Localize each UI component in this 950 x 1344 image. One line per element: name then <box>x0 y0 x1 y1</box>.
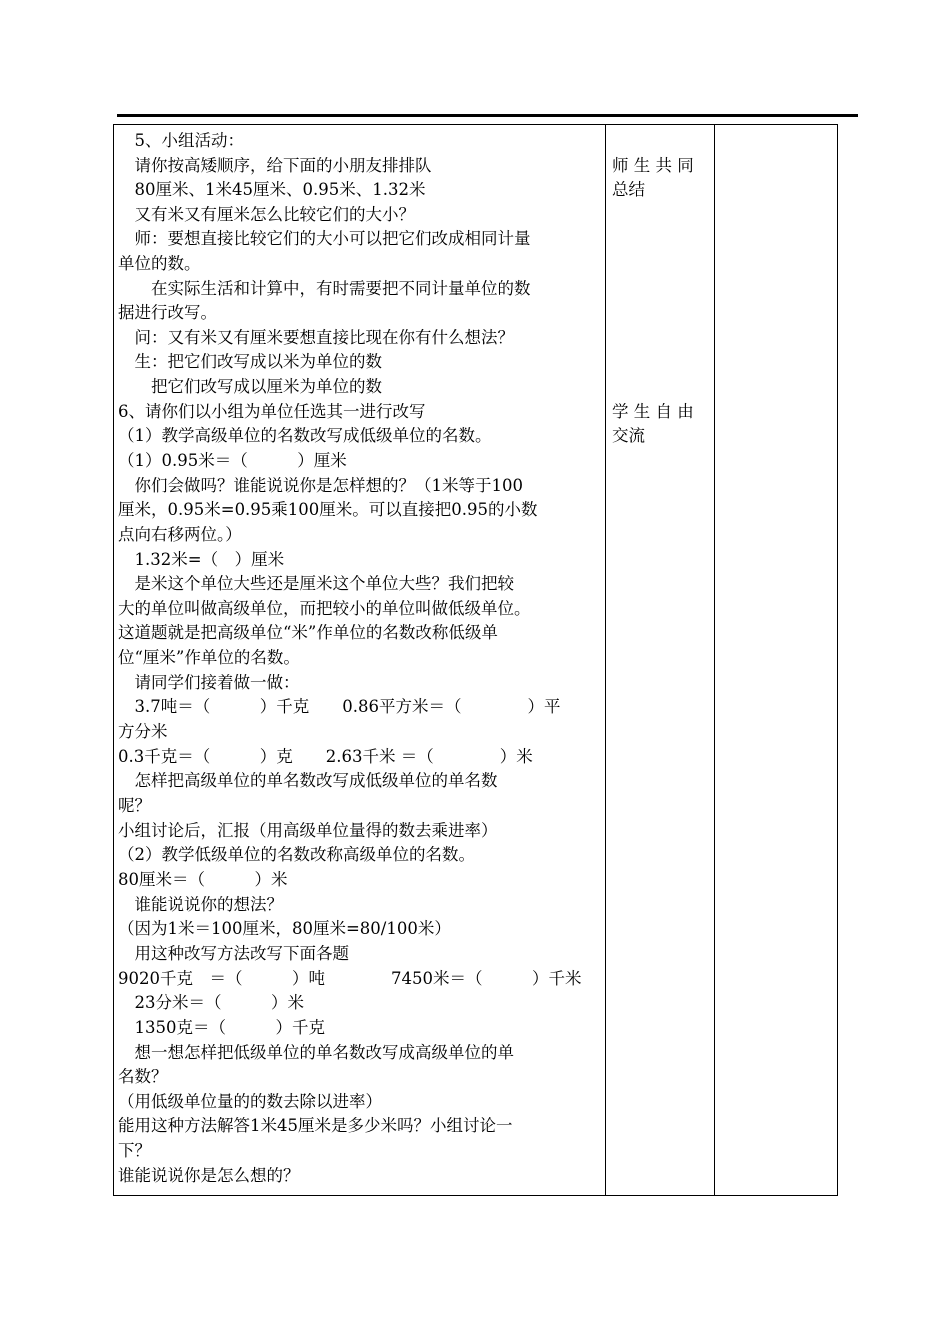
text-line: 1350克＝（ ）千克 <box>118 1018 325 1037</box>
activity-note: 学 生 自 由 <box>612 402 694 421</box>
text-line: 据进行改写。 <box>118 303 217 322</box>
text-line: 方分米 <box>118 722 168 741</box>
text-line: 小组讨论后，汇报（用高级单位量得的数去乘进率） <box>118 821 498 840</box>
text-line: 师：要想直接比较它们的大小可以把它们改成相同计量 <box>118 229 531 248</box>
text-line: 把它们改写成以厘米为单位的数 <box>118 377 382 396</box>
text-line: 又有米又有厘米怎么比较它们的大小？ <box>118 205 415 224</box>
text-line: （1）0.95米＝（ ）厘米 <box>118 451 347 470</box>
text-line: 6、请你们以小组为单位任选其一进行改写 <box>118 402 426 421</box>
text-line: （1）教学高级单位的名数改写成低级单位的名数。 <box>118 426 492 445</box>
column-divider <box>605 125 606 1195</box>
text-line: 厘米，0.95米=0.95乘100厘米。可以直接把0.95的小数 <box>118 500 538 519</box>
text-line: 23分米＝（ ）米 <box>118 993 304 1012</box>
text-line: 谁能说说你的想法？ <box>118 895 283 914</box>
text-line: 用这种改写方法改写下面各题 <box>118 944 349 963</box>
text-line: （2）教学低级单位的名数改称高级单位的名数。 <box>118 845 475 864</box>
activity-note: 总结 <box>612 180 645 199</box>
text-line: 80厘米、1米45厘米、0.95米、1.32米 <box>118 180 426 199</box>
text-line: 想一想怎样把低级单位的单名数改写成高级单位的单 <box>118 1043 514 1062</box>
text-line: 是米这个单位大些还是厘米这个单位大些？我们把较 <box>118 574 514 593</box>
activity-note: 交流 <box>612 426 645 445</box>
text-line: 9020千克 ＝（ ）吨 7450米＝（ ）千米 <box>118 969 582 988</box>
text-line: 能用这种方法解答1米45厘米是多少米吗？小组讨论一 <box>118 1116 513 1135</box>
text-line: 在实际生活和计算中，有时需要把不同计量单位的数 <box>118 279 531 298</box>
text-line: 名数？ <box>118 1067 168 1086</box>
text-line: 生：把它们改写成以米为单位的数 <box>118 352 382 371</box>
activity-note: 师 生 共 同 <box>612 156 694 175</box>
text-line: （因为1米＝100厘米，80厘米=80/100米） <box>118 919 451 938</box>
text-line: 大的单位叫做高级单位，而把较小的单位叫做低级单位。 <box>118 599 531 618</box>
text-line: 点向右移两位。） <box>118 525 242 544</box>
text-line: 位“厘米”作单位的名数。 <box>118 648 300 667</box>
text-line: 问：又有米又有厘米要想直接比现在你有什么想法？ <box>118 328 514 347</box>
text-line: 1.32米=（ ）厘米 <box>118 550 285 569</box>
text-line: 请同学们接着做一做： <box>118 673 300 692</box>
notes-column <box>715 125 837 1195</box>
text-line: 0.3千克＝（ ）克 2.63千米 ＝（ ）米 <box>118 747 533 766</box>
header-rule <box>117 114 858 117</box>
text-line: （用低级单位量的的数去除以进率） <box>118 1092 382 1111</box>
text-line: 下？ <box>118 1141 151 1160</box>
text-line: 80厘米＝（ ）米 <box>118 870 288 889</box>
text-line: 你们会做吗？谁能说说你是怎样想的？（1米等于100 <box>118 476 523 495</box>
text-line: 3.7吨＝（ ）千克 0.86平方米＝（ ）平 <box>118 697 561 716</box>
text-line: 怎样把高级单位的单名数改写成低级单位的单名数 <box>118 771 498 790</box>
text-line: 呢？ <box>118 796 151 815</box>
lesson-table <box>113 124 838 1196</box>
text-line: 这道题就是把高级单位“米”作单位的名数改称低级单 <box>118 623 498 642</box>
text-line: 单位的数。 <box>118 254 201 273</box>
text-line: 谁能说说你是怎么想的？ <box>118 1166 300 1185</box>
text-line: 请你按高矮顺序，给下面的小朋友排排队 <box>118 156 432 175</box>
text-line: 5、小组活动： <box>118 131 244 150</box>
